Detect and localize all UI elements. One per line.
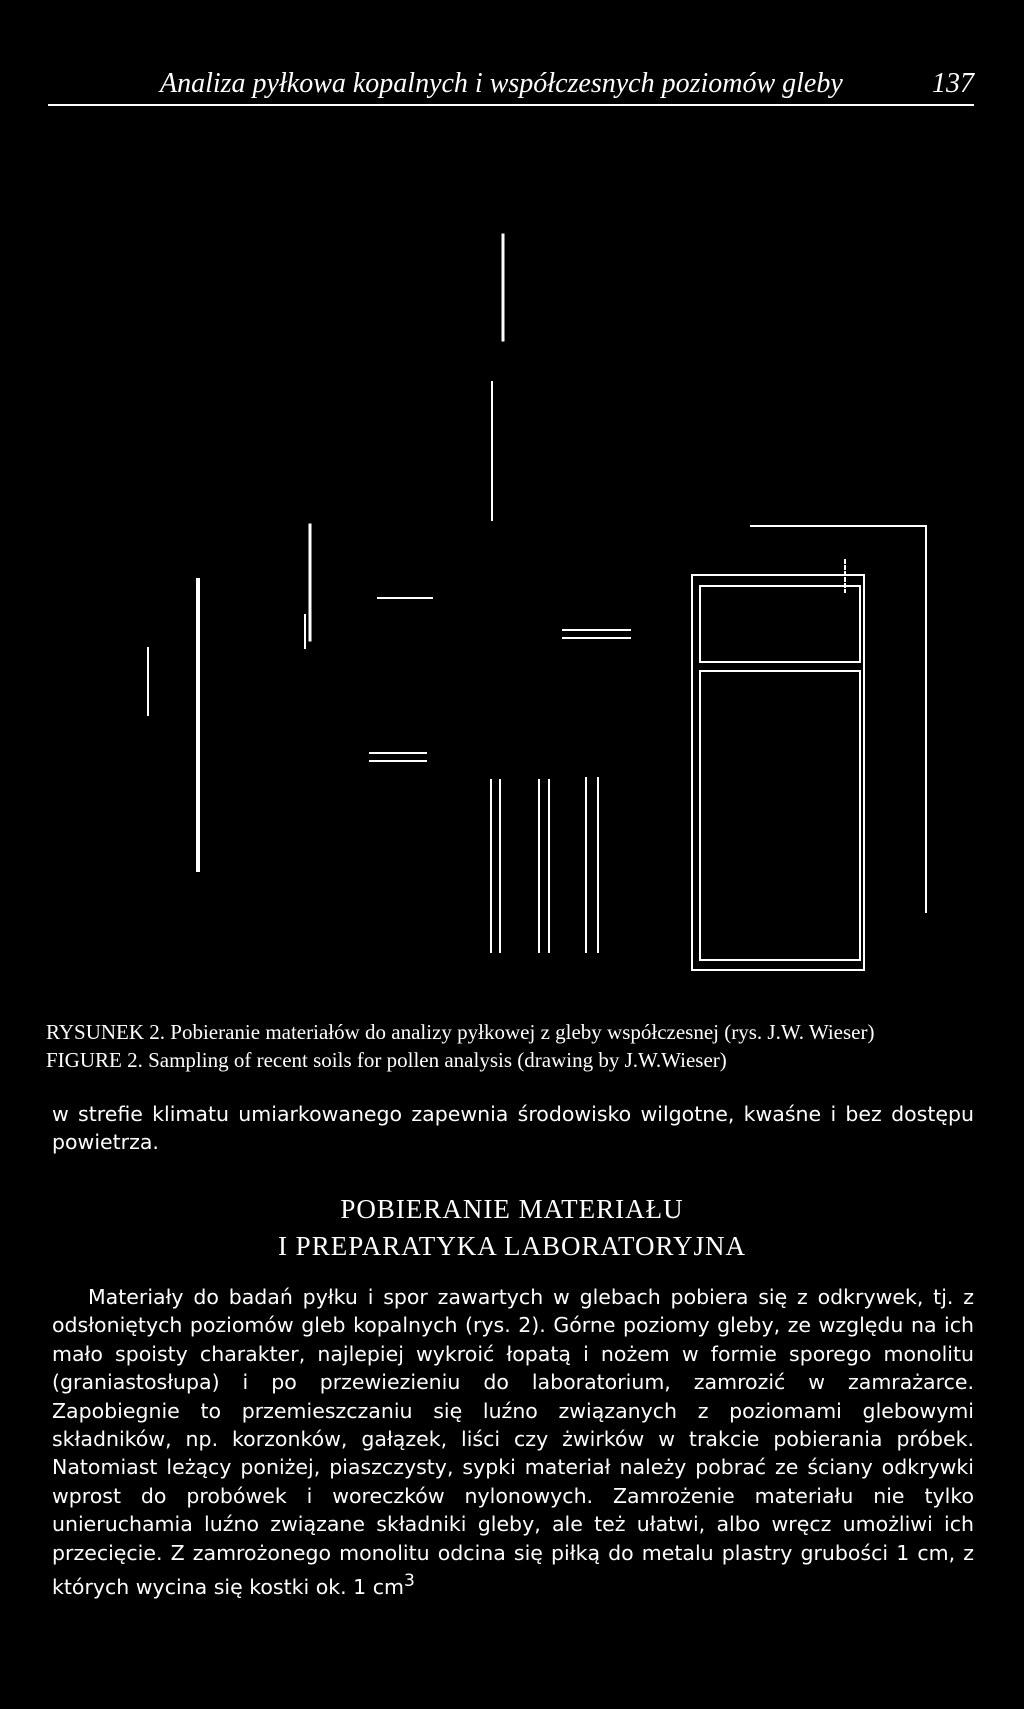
running-title: Analiza pyłkowa kopalnych i współczesnych poziomów gleby bbox=[160, 68, 843, 99]
paragraph-sampling bbox=[52, 1283, 974, 1601]
paragraph-continuation: w strefie klimatu umiarkowanego zapewnia środowisko wilgotne, kwaśne i bez dostępu powietrza. bbox=[52, 1102, 974, 1155]
sampling-drawing-illustration bbox=[0, 200, 1024, 990]
figure-sampling-drawing bbox=[0, 200, 1024, 990]
drawing-line bbox=[751, 526, 926, 912]
running-header bbox=[48, 64, 974, 106]
drawing-line bbox=[700, 586, 860, 662]
drawing-line bbox=[700, 671, 860, 960]
section-heading-line-2: I PREPARATYKA LABORATORYJNA bbox=[277, 1231, 747, 1261]
section-heading-line-1: POBIERANIE MATERIAŁU bbox=[340, 1194, 684, 1224]
paragraph-sampling-text: Materiały do badań pyłku i spor zawartych w glebach pobiera się z odkrywek, tj. z odsłoniętych poziomów gleb kopalnych (rys. 2). Górne poziomy gleby, ze względu na ich mało spoisty charakter, najlepiej wykroić łopatą i nożem w formie sporego monolitu (graniastosłupa) i po przewiezieniu do laboratorium, zamrozić w zamrażarce. Zapobiegnie to przemieszczaniu się luźno związanych z poziomami glebowymi składników, np. korzonków, gałązek, liści czy żwirków w trakcie pobierania próbek. Natomiast leżący poniżej, piaszczysty, sypki materiał należy pobrać ze ściany odkrywki wprost do probówek i woreczków nylonowych. Zamrożenie materiału nie tylko unieruchamia luźno związane składniki gleby, ale też ułatwi, albo wręcz umożliwi ich przecięcie. Z zamrożonego monolitu odcina się piłką do metalu plastry grubości 1 cm, z których wycina się kostki ok. 1 cm bbox=[52, 1285, 974, 1599]
drawing-line bbox=[692, 575, 864, 970]
figure-caption-english: FIGURE 2. Sampling of recent soils for pollen analysis (drawing by J.W.Wieser) bbox=[46, 1048, 727, 1072]
figure-caption-polish: RYSUNEK 2. Pobieranie materiałów do analizy pyłkowej z gleby współczesnej (rys. J.W. Wieser) bbox=[46, 1020, 875, 1044]
superscript-cubic: 3 bbox=[403, 1571, 415, 1592]
page-number: 137 bbox=[932, 68, 974, 99]
